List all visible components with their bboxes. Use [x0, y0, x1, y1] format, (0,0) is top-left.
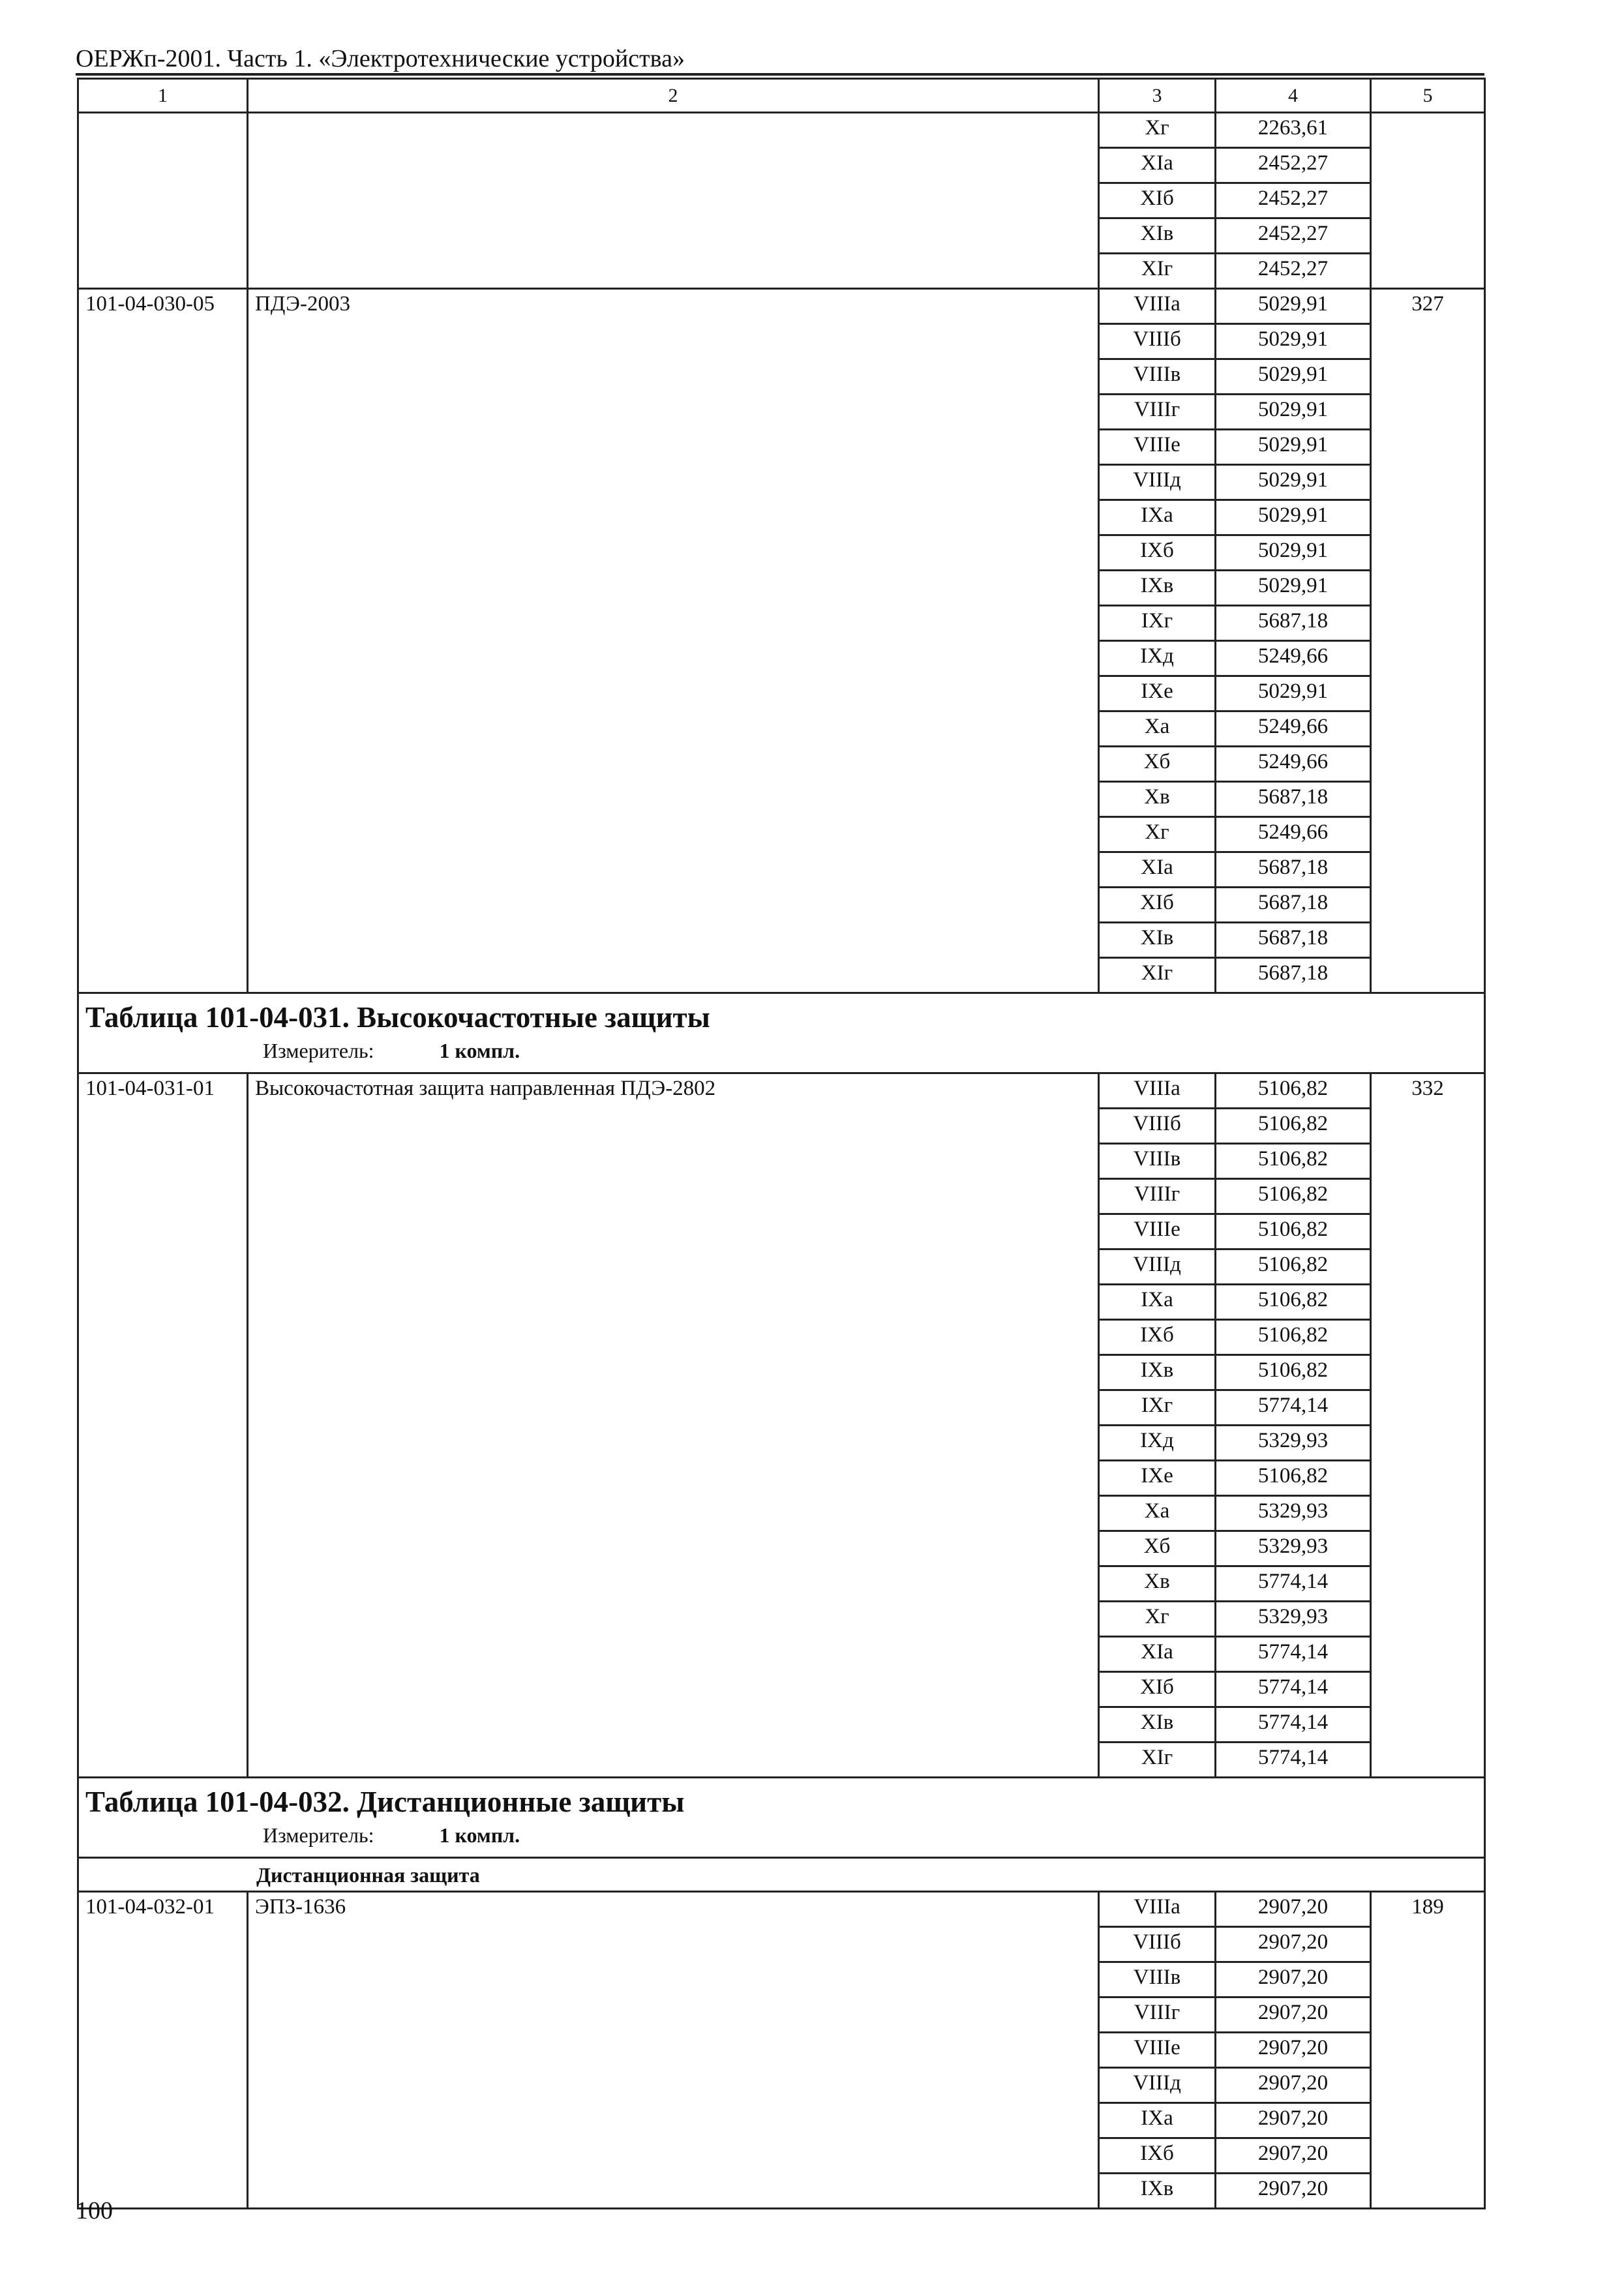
price-cell: 2452,27 [1216, 183, 1371, 218]
zone-cell: IXв [1099, 571, 1216, 606]
price-cell: 2907,20 [1216, 1927, 1371, 1962]
price-cell: 5774,14 [1216, 1672, 1371, 1707]
rate-name: ЭПЗ-1636 [248, 1892, 1099, 2209]
price-cell: 5106,82 [1216, 1214, 1371, 1249]
zone-cell: VIIIд [1099, 465, 1216, 500]
price-cell: 5249,66 [1216, 711, 1371, 747]
zone-cell: IXб [1099, 1320, 1216, 1355]
price-cell: 5106,82 [1216, 1109, 1371, 1144]
column-5-value: 327 [1371, 289, 1485, 993]
price-cell: 5106,82 [1216, 1073, 1371, 1109]
column-5-value [1371, 113, 1485, 289]
zone-cell: VIIIб [1099, 324, 1216, 359]
running-header: ОЕРЖп-2001. Часть 1. «Электротехнические устройства» [76, 45, 685, 72]
zone-cell: IXе [1099, 676, 1216, 711]
zone-cell: Xв [1099, 782, 1216, 817]
price-cell: 5329,93 [1216, 1531, 1371, 1566]
unit-value: 1 компл. [439, 1039, 520, 1062]
zone-cell: IXг [1099, 606, 1216, 641]
column-number-1: 1 [78, 79, 248, 113]
column-number-3: 3 [1099, 79, 1216, 113]
price-cell: 2907,20 [1216, 2138, 1371, 2174]
page-number: 100 [76, 2197, 113, 2224]
price-cell: 5106,82 [1216, 1144, 1371, 1179]
zone-cell: IXг [1099, 1390, 1216, 1426]
section-heading-cell [78, 1778, 1485, 1858]
header-rule [76, 73, 1484, 76]
price-cell: 5106,82 [1216, 1179, 1371, 1214]
zone-cell: VIIIб [1099, 1927, 1216, 1962]
price-cell: 2907,20 [1216, 1962, 1371, 1997]
price-cell: 2452,27 [1216, 254, 1371, 289]
price-cell: 5687,18 [1216, 958, 1371, 993]
zone-cell: VIIIб [1099, 1109, 1216, 1144]
rate-code: 101-04-032-01 [78, 1892, 248, 2209]
zone-cell: XIа [1099, 148, 1216, 183]
zone-cell: IXа [1099, 1285, 1216, 1320]
zone-cell: Xг [1099, 817, 1216, 852]
zone-cell: Xв [1099, 1566, 1216, 1602]
price-cell: 5249,66 [1216, 641, 1371, 676]
table-row [78, 1892, 1485, 1927]
price-table-body [78, 79, 1485, 2209]
price-cell: 5029,91 [1216, 395, 1371, 430]
price-cell: 2907,20 [1216, 2033, 1371, 2068]
price-cell: 5774,14 [1216, 1566, 1371, 1602]
zone-cell: VIIIа [1099, 1073, 1216, 1109]
zone-cell: Xг [1099, 1602, 1216, 1637]
price-cell: 5774,14 [1216, 1707, 1371, 1743]
group-title: Дистанционная защита [78, 1858, 1485, 1892]
zone-cell: IXб [1099, 2138, 1216, 2174]
price-cell: 2263,61 [1216, 113, 1371, 148]
zone-cell: VIIIд [1099, 1249, 1216, 1285]
unit-label: Измеритель: [263, 1039, 374, 1062]
zone-cell: VIIIе [1099, 1214, 1216, 1249]
zone-cell: XIг [1099, 1743, 1216, 1778]
price-cell: 5029,91 [1216, 571, 1371, 606]
section-title: Таблица 101-04-031. Высокочастотные защиты [85, 1001, 710, 1034]
price-cell: 5329,93 [1216, 1426, 1371, 1461]
zone-cell: Xа [1099, 711, 1216, 747]
price-cell: 5029,91 [1216, 289, 1371, 324]
section-unit [85, 1821, 1484, 1849]
zone-cell: VIIIг [1099, 395, 1216, 430]
price-cell: 5029,91 [1216, 676, 1371, 711]
price-cell: 5029,91 [1216, 465, 1371, 500]
rate-code: 101-04-031-01 [78, 1073, 248, 1778]
section-row [78, 993, 1485, 1073]
price-cell: 5687,18 [1216, 782, 1371, 817]
section-row [78, 1778, 1485, 1858]
price-cell: 5106,82 [1216, 1285, 1371, 1320]
rate-name: ПДЭ-2003 [248, 289, 1099, 993]
group-row [78, 1858, 1485, 1892]
price-cell: 2907,20 [1216, 1997, 1371, 2033]
table-row [78, 289, 1485, 324]
zone-cell: IXв [1099, 2174, 1216, 2209]
zone-cell: XIб [1099, 183, 1216, 218]
zone-cell: IXб [1099, 535, 1216, 571]
zone-cell: VIIIа [1099, 289, 1216, 324]
price-cell: 5687,18 [1216, 606, 1371, 641]
price-cell: 2907,20 [1216, 2103, 1371, 2138]
zone-cell: XIг [1099, 254, 1216, 289]
column-number-5: 5 [1371, 79, 1485, 113]
zone-cell: XIг [1099, 958, 1216, 993]
zone-cell: IXа [1099, 500, 1216, 535]
section-unit [85, 1037, 1484, 1064]
price-cell: 5106,82 [1216, 1461, 1371, 1496]
zone-cell: XIб [1099, 888, 1216, 923]
zone-cell: IXд [1099, 1426, 1216, 1461]
zone-cell: IXд [1099, 641, 1216, 676]
column-5-value: 189 [1371, 1892, 1485, 2209]
price-cell: 5774,14 [1216, 1743, 1371, 1778]
zone-cell: IXв [1099, 1355, 1216, 1390]
zone-cell: XIв [1099, 218, 1216, 254]
price-cell: 5774,14 [1216, 1637, 1371, 1672]
unit-value: 1 компл. [439, 1823, 520, 1847]
price-cell: 5029,91 [1216, 359, 1371, 395]
price-cell: 5249,66 [1216, 747, 1371, 782]
zone-cell: VIIIг [1099, 1997, 1216, 2033]
rate-code [78, 113, 248, 289]
zone-cell: VIIIе [1099, 2033, 1216, 2068]
price-cell: 5029,91 [1216, 535, 1371, 571]
zone-cell: VIIIв [1099, 1144, 1216, 1179]
zone-cell: Xа [1099, 1496, 1216, 1531]
zone-cell: XIа [1099, 852, 1216, 888]
table-row [78, 113, 1485, 148]
zone-cell: IXе [1099, 1461, 1216, 1496]
zone-cell: Xб [1099, 1531, 1216, 1566]
price-cell: 5249,66 [1216, 817, 1371, 852]
price-cell: 5106,82 [1216, 1249, 1371, 1285]
rate-name: Высокочастотная защита направленная ПДЭ-2802 [248, 1073, 1099, 1778]
price-cell: 5106,82 [1216, 1320, 1371, 1355]
price-cell: 5106,82 [1216, 1355, 1371, 1390]
table-row [78, 1073, 1485, 1109]
zone-cell: Xг [1099, 113, 1216, 148]
price-cell: 5329,93 [1216, 1602, 1371, 1637]
zone-cell: VIIIв [1099, 1962, 1216, 1997]
price-cell: 5687,18 [1216, 923, 1371, 958]
column-number-2: 2 [248, 79, 1099, 113]
price-table [77, 78, 1486, 2209]
price-cell: 2452,27 [1216, 218, 1371, 254]
unit-label: Измеритель: [263, 1823, 374, 1847]
column-number-4: 4 [1216, 79, 1371, 113]
section-title: Таблица 101-04-032. Дистанционные защиты [85, 1786, 685, 1818]
column-5-value: 332 [1371, 1073, 1485, 1778]
column-number-row [78, 79, 1485, 113]
rate-code: 101-04-030-05 [78, 289, 248, 993]
price-cell: 5687,18 [1216, 852, 1371, 888]
section-heading-cell [78, 993, 1485, 1073]
zone-cell: XIа [1099, 1637, 1216, 1672]
zone-cell: XIв [1099, 923, 1216, 958]
zone-cell: VIIIд [1099, 2068, 1216, 2103]
zone-cell: VIIIг [1099, 1179, 1216, 1214]
price-cell: 5774,14 [1216, 1390, 1371, 1426]
price-cell: 2907,20 [1216, 1892, 1371, 1927]
price-cell: 2452,27 [1216, 148, 1371, 183]
zone-cell: VIIIв [1099, 359, 1216, 395]
zone-cell: Xб [1099, 747, 1216, 782]
zone-cell: XIв [1099, 1707, 1216, 1743]
rate-name [248, 113, 1099, 289]
price-cell: 5029,91 [1216, 500, 1371, 535]
price-cell: 5687,18 [1216, 888, 1371, 923]
zone-cell: XIб [1099, 1672, 1216, 1707]
price-cell: 5029,91 [1216, 324, 1371, 359]
zone-cell: IXа [1099, 2103, 1216, 2138]
price-cell: 5029,91 [1216, 430, 1371, 465]
price-cell: 2907,20 [1216, 2068, 1371, 2103]
zone-cell: VIIIа [1099, 1892, 1216, 1927]
price-cell: 2907,20 [1216, 2174, 1371, 2209]
price-cell: 5329,93 [1216, 1496, 1371, 1531]
zone-cell: VIIIе [1099, 430, 1216, 465]
